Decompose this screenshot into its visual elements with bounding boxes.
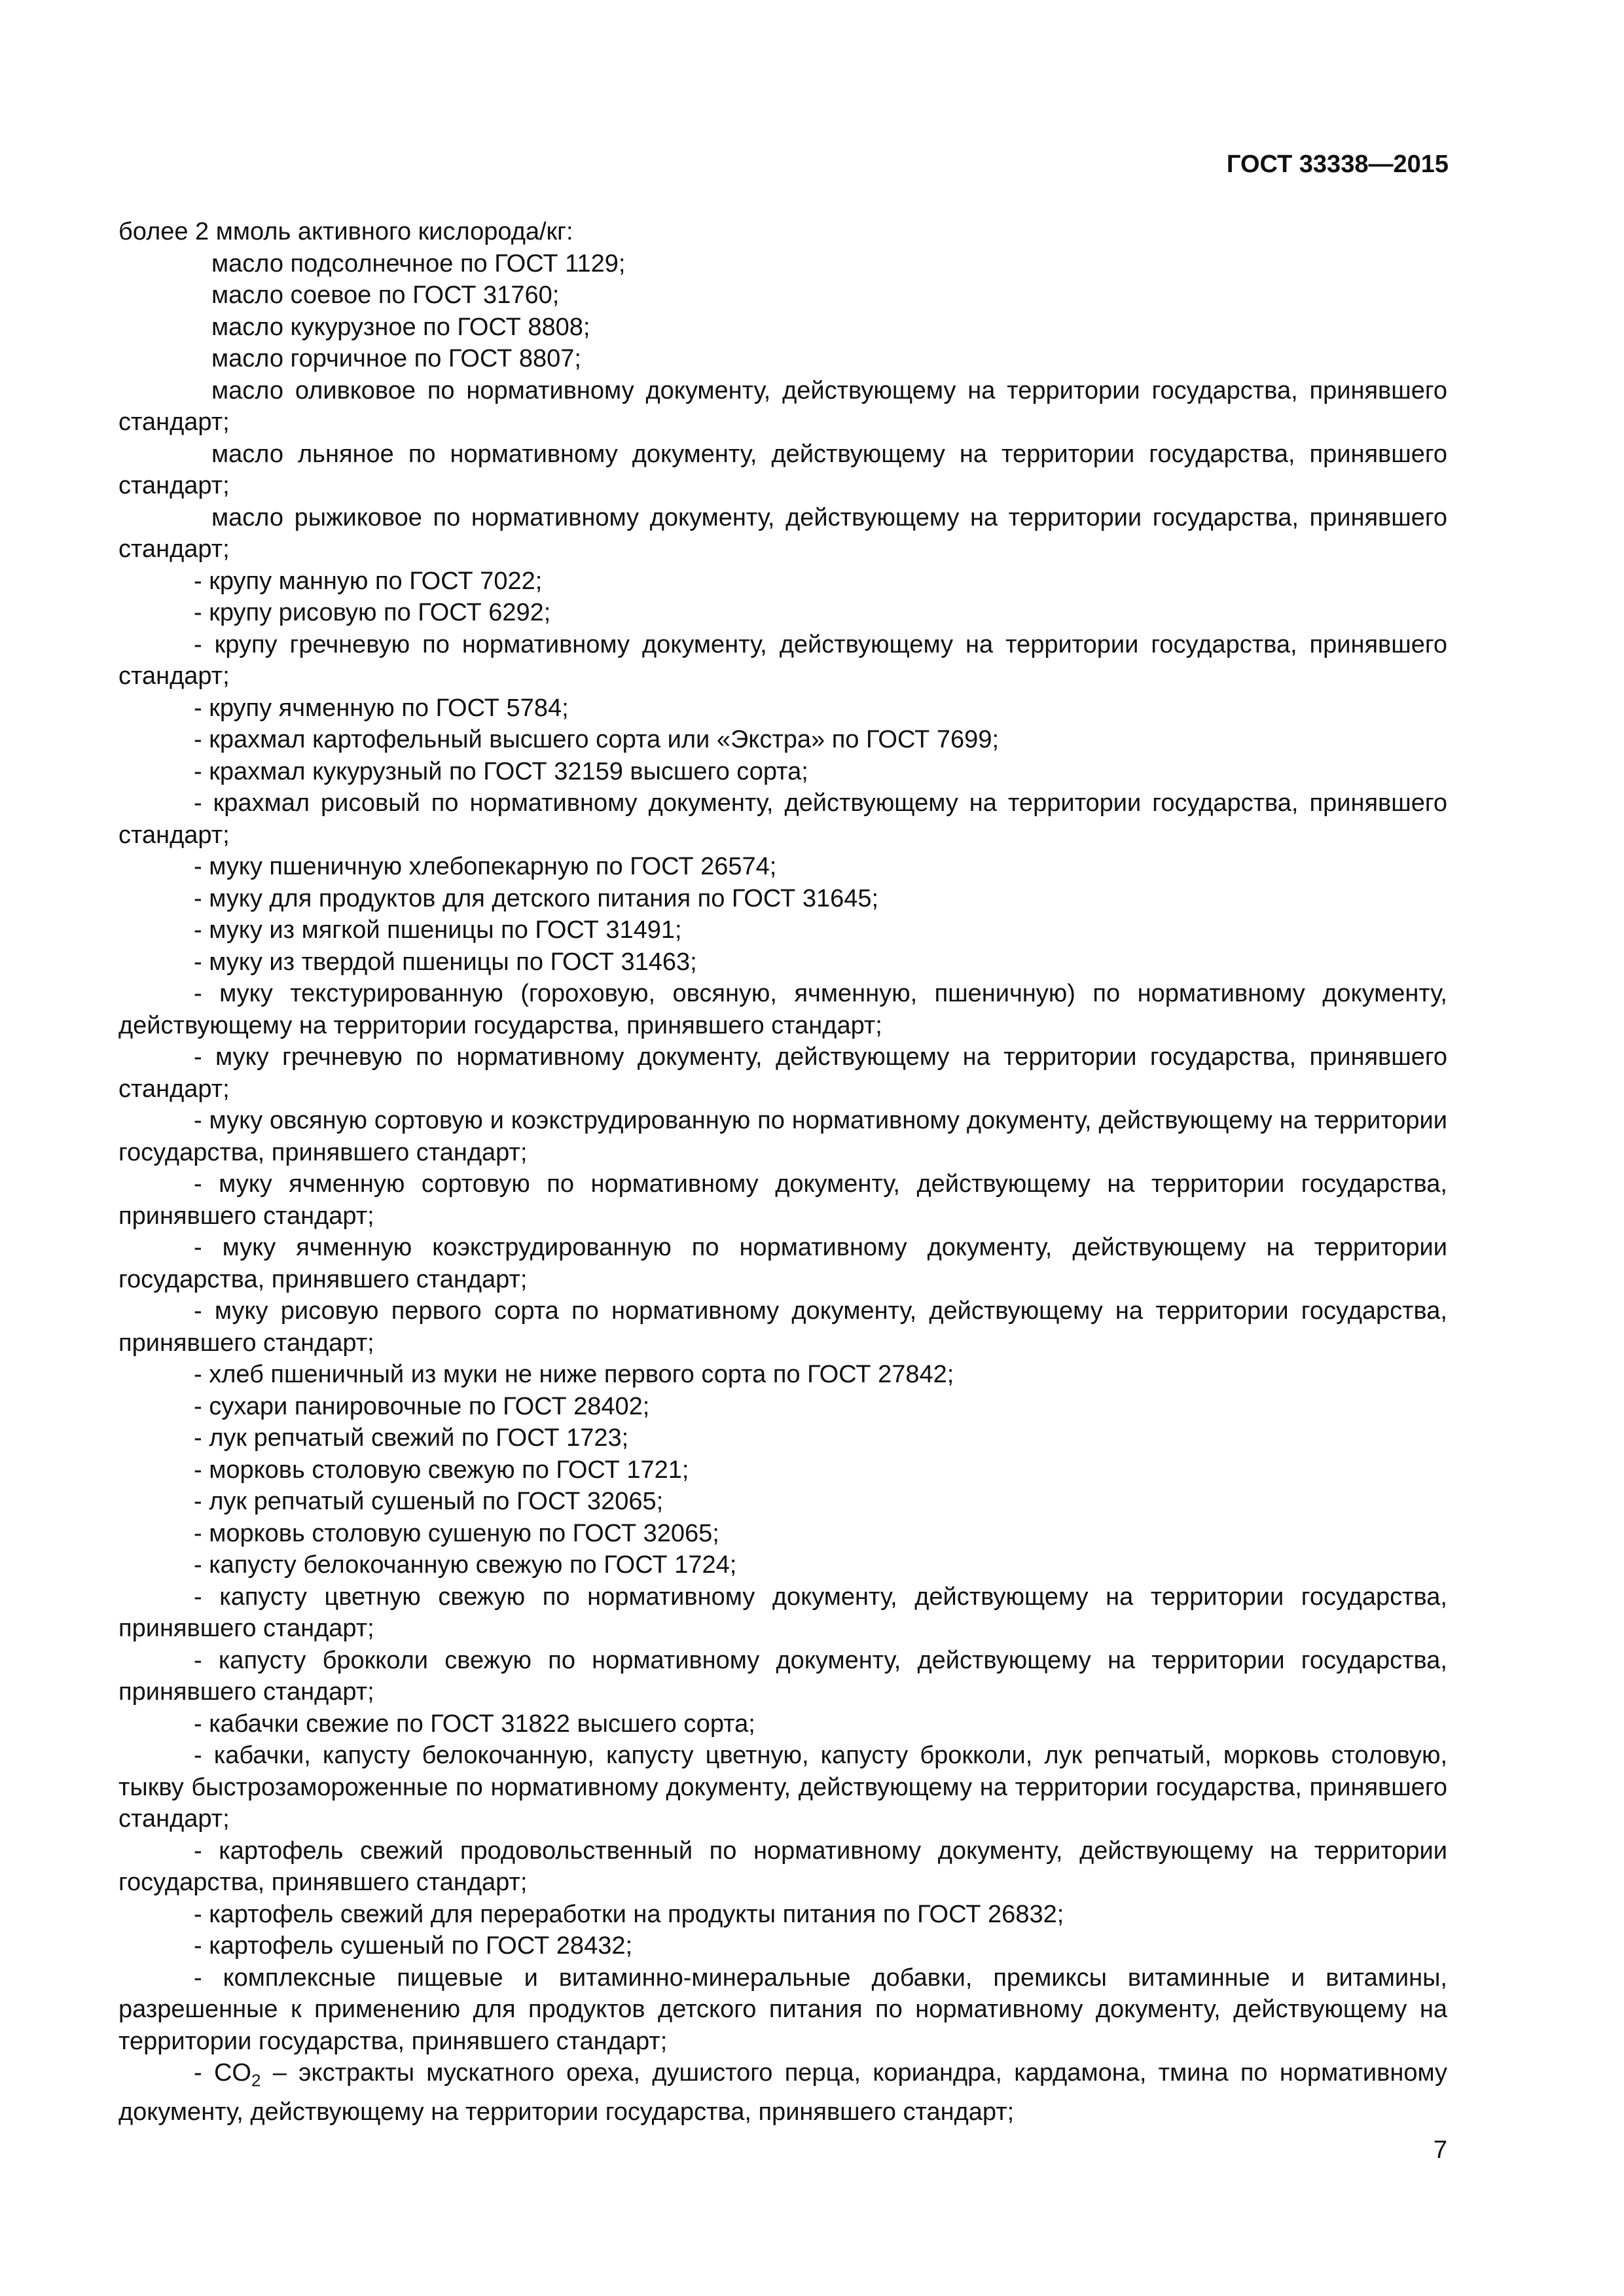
list-item: - муку овсяную сортовую и коэкструдированную по нормативному документу, действующему на территории государства, принявшего стандарт;: [118, 1107, 1447, 1166]
list-item: - капусту белокочанную свежую по ГОСТ 1724;: [194, 1551, 737, 1579]
list-item: - муку пшеничную хлебопекарную по ГОСТ 26574;: [194, 853, 777, 880]
document-body: [118, 216, 1447, 2128]
list-item: - муку текстурированную (гороховую, овсяную, ячменную, пшеничную) по нормативному документу, действующему на территории государства, принявшего стандарт;: [118, 980, 1447, 1039]
list-item: - крахмал кукурузный по ГОСТ 32159 высшего сорта;: [194, 757, 808, 785]
list-item: - муку ячменную коэкструдированную по нормативному документу, действующему на территории государства, принявшего стандарт;: [118, 1234, 1447, 1293]
list-item: масло соевое по ГОСТ 31760;: [211, 281, 560, 309]
list-item: - муку рисовую первого сорта по нормативному документу, действующему на территории государства, принявшего стандарт;: [118, 1297, 1447, 1357]
list-item: - сухари панировочные по ГОСТ 28402;: [194, 1392, 650, 1420]
list-item: - картофель свежий для переработки на продукты питания по ГОСТ 26832;: [194, 1900, 1064, 1928]
list-item: - муку гречневую по нормативному документу, действующему на территории государства, принявшего стандарт;: [118, 1043, 1447, 1103]
list-item: масло горчичное по ГОСТ 8807;: [211, 345, 581, 372]
co2-text: – экстракты мускатного ореха, душистого перца, кориандра, кардамона, тмина по нормативному документу, действующему на территории государства, принявшего стандарт;: [118, 2059, 1448, 2126]
list-item: масло рыжиковое по нормативному документу, действующему на территории государства, принявшего стандарт;: [118, 503, 1447, 563]
list-item: масло оливковое по нормативному документу, действующему на территории государства, принявшего стандарт;: [118, 376, 1447, 436]
list-item: - муку из мягкой пшеницы по ГОСТ 31491;: [194, 916, 682, 944]
list-item-co2: [118, 2057, 1447, 2128]
list-item: - крупу рисовую по ГОСТ 6292;: [194, 599, 551, 626]
list-item: - крупу манную по ГОСТ 7022;: [194, 567, 543, 595]
page-number: 7: [1433, 2136, 1447, 2164]
intro-line: более 2 ммоль активного кислорода/кг:: [118, 218, 573, 245]
list-item: - крахмал рисовый по нормативному документу, действующему на территории государства, принявшего стандарт;: [118, 789, 1447, 849]
list-item: - морковь столовую свежую по ГОСТ 1721;: [194, 1456, 689, 1484]
list-item: - лук репчатый сушеный по ГОСТ 32065;: [194, 1488, 664, 1515]
co2-subscript: 2: [251, 2070, 261, 2090]
co2-prefix: - CO: [194, 2059, 251, 2087]
list-item: - капусту цветную свежую по нормативному документу, действующему на территории государства, принявшего стандарт;: [118, 1583, 1447, 1642]
list-item: - картофель свежий продовольственный по нормативному документу, действующему на территории государства, принявшего стандарт;: [118, 1837, 1447, 1896]
list-item: масло подсолнечное по ГОСТ 1129;: [211, 249, 626, 278]
list-item: - кабачки, капусту белокочанную, капусту цветную, капусту брокколи, лук репчатый, морковь столовую, тыкву быстрозамороженные по нормативному документу, действующему на территории государства, принявшего стандарт;: [118, 1742, 1447, 1833]
list-item: масло льняное по нормативному документу, действующему на территории государства, принявшего стандарт;: [118, 440, 1447, 499]
list-item: - морковь столовую сушеную по ГОСТ 32065;: [194, 1519, 719, 1547]
list-item: - картофель сушеный по ГОСТ 28432;: [194, 1932, 633, 1960]
list-item: - муку из твердой пшеницы по ГОСТ 31463;: [194, 948, 697, 976]
list-item: - хлеб пшеничный из муки не ниже первого сорта по ГОСТ 27842;: [194, 1361, 954, 1388]
document-header: ГОСТ 33338—2015: [1226, 151, 1449, 178]
list-item: - кабачки свежие по ГОСТ 31822 высшего сорта;: [194, 1710, 755, 1738]
list-item: - крахмал картофельный высшего сорта или «Экстра» по ГОСТ 7699;: [194, 726, 1000, 753]
list-item: - крупу гречневую по нормативному документу, действующему на территории государства, принявшего стандарт;: [118, 630, 1447, 690]
list-item: - крупу ячменную по ГОСТ 5784;: [194, 694, 569, 722]
list-item: - капусту брокколи свежую по нормативному документу, действующему на территории государства, принявшего стандарт;: [118, 1646, 1447, 1706]
list-item: масло кукурузное по ГОСТ 8808;: [211, 313, 590, 341]
list-item: - комплексные пищевые и витаминно-минеральные добавки, премиксы витаминные и витамины, разрешенные к применению для продуктов детского питания по нормативному документу, действующему на территории государства, принявшего стандарт;: [118, 1964, 1447, 2055]
list-item: - лук репчатый свежий по ГОСТ 1723;: [194, 1424, 629, 1452]
list-item: - муку ячменную сортовую по нормативному документу, действующему на территории государства, принявшего стандарт;: [118, 1170, 1447, 1230]
list-item: - муку для продуктов для детского питания по ГОСТ 31645;: [194, 884, 879, 912]
